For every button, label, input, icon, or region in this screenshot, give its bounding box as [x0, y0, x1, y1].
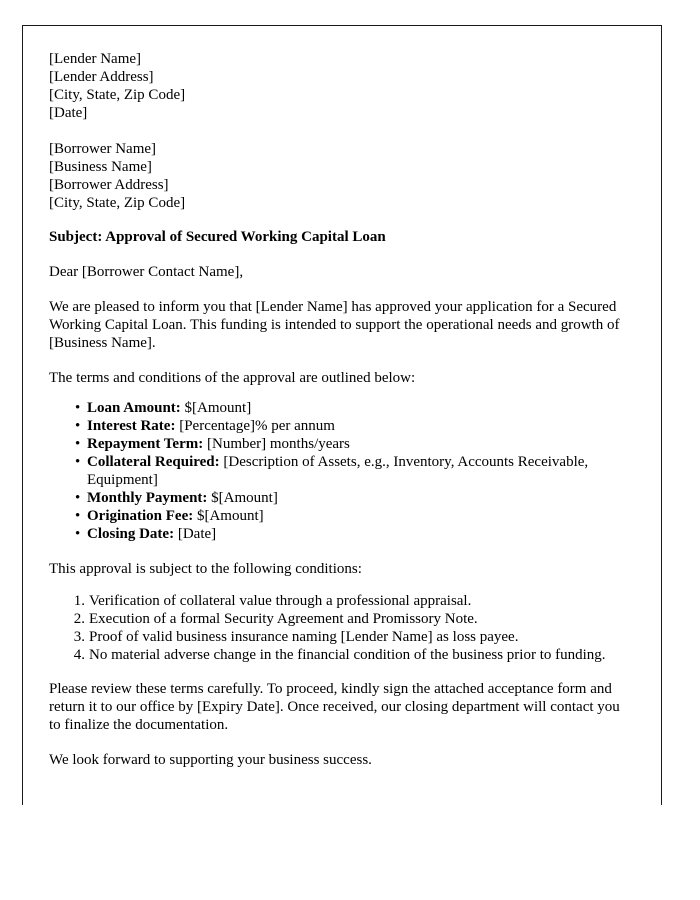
lender-address-line: [Lender Address] [49, 69, 154, 85]
borrower-city-state-zip-line: [City, State, Zip Code] [49, 195, 186, 211]
salutation: Dear [Borrower Contact Name], [49, 264, 244, 280]
lender-name-line: [Lender Name] [49, 51, 142, 67]
final-paragraph: We look forward to supporting your business success. [49, 752, 372, 768]
lender-address-block [49, 50, 629, 122]
term-label: Closing Date: [87, 526, 175, 542]
loan-terms-list [49, 399, 629, 543]
subject-line: Subject: Approval of Secured Working Capital Loan [49, 229, 386, 245]
term-value: $[Amount] [211, 490, 278, 506]
term-value: $[Amount] [196, 508, 264, 524]
borrower-address-block [49, 140, 629, 212]
address-block-spacer [49, 122, 629, 140]
list-item [49, 435, 629, 453]
lender-city-state-zip-line: [City, State, Zip Code] [49, 87, 186, 103]
borrower-name-line: [Borrower Name] [49, 141, 157, 157]
term-value: [Number] months/years [207, 436, 350, 452]
term-label: Interest Rate: [87, 418, 176, 434]
term-label: Origination Fee: [87, 508, 194, 524]
business-name-line: [Business Name] [49, 159, 152, 175]
list-item [49, 489, 629, 507]
list-item [49, 399, 629, 417]
terms-lead-in: The terms and conditions of the approval are outlined below: [49, 370, 416, 386]
term-value: [Date] [177, 526, 217, 542]
list-item: Execution of a formal Security Agreement and Promissory Note. [89, 611, 478, 627]
borrower-address-line: [Borrower Address] [49, 177, 169, 193]
term-label: Repayment Term: [87, 436, 204, 452]
term-label: Loan Amount: [87, 400, 181, 416]
list-item [49, 453, 629, 489]
document-page [22, 25, 662, 805]
intro-paragraph: We are pleased to inform you that [Lender Name] has approved your application for a Secured Working Capital Loan. This funding is intended to support the operational needs and growth of [Business Name]. [49, 299, 620, 351]
term-value: [Percentage]% per annum [179, 418, 335, 434]
conditions-lead-in: This approval is subject to the following conditions: [49, 561, 362, 577]
list-item [49, 507, 629, 525]
closing-paragraph: Please review these terms carefully. To proceed, kindly sign the attached acceptance form and return it to our office by [Expiry Date]. Once received, our closing department will contact you to finalize the documentation. [49, 681, 620, 733]
list-item [49, 417, 629, 435]
list-item [49, 525, 629, 543]
letter-date-line: [Date] [49, 105, 88, 121]
term-label: Monthly Payment: [87, 490, 208, 506]
approval-conditions-list [49, 592, 629, 664]
list-item: Verification of collateral value through a professional appraisal. [89, 593, 472, 609]
term-value: $[Amount] [184, 400, 252, 416]
list-item: No material adverse change in the financial condition of the business prior to funding. [89, 647, 606, 663]
list-item: Proof of valid business insurance naming [Lender Name] as loss payee. [89, 629, 519, 645]
document-body [49, 50, 629, 769]
term-value: [Description of Assets, e.g., Inventory, Accounts Receivable, Equipment] [87, 454, 589, 488]
term-label: Collateral Required: [87, 454, 220, 470]
